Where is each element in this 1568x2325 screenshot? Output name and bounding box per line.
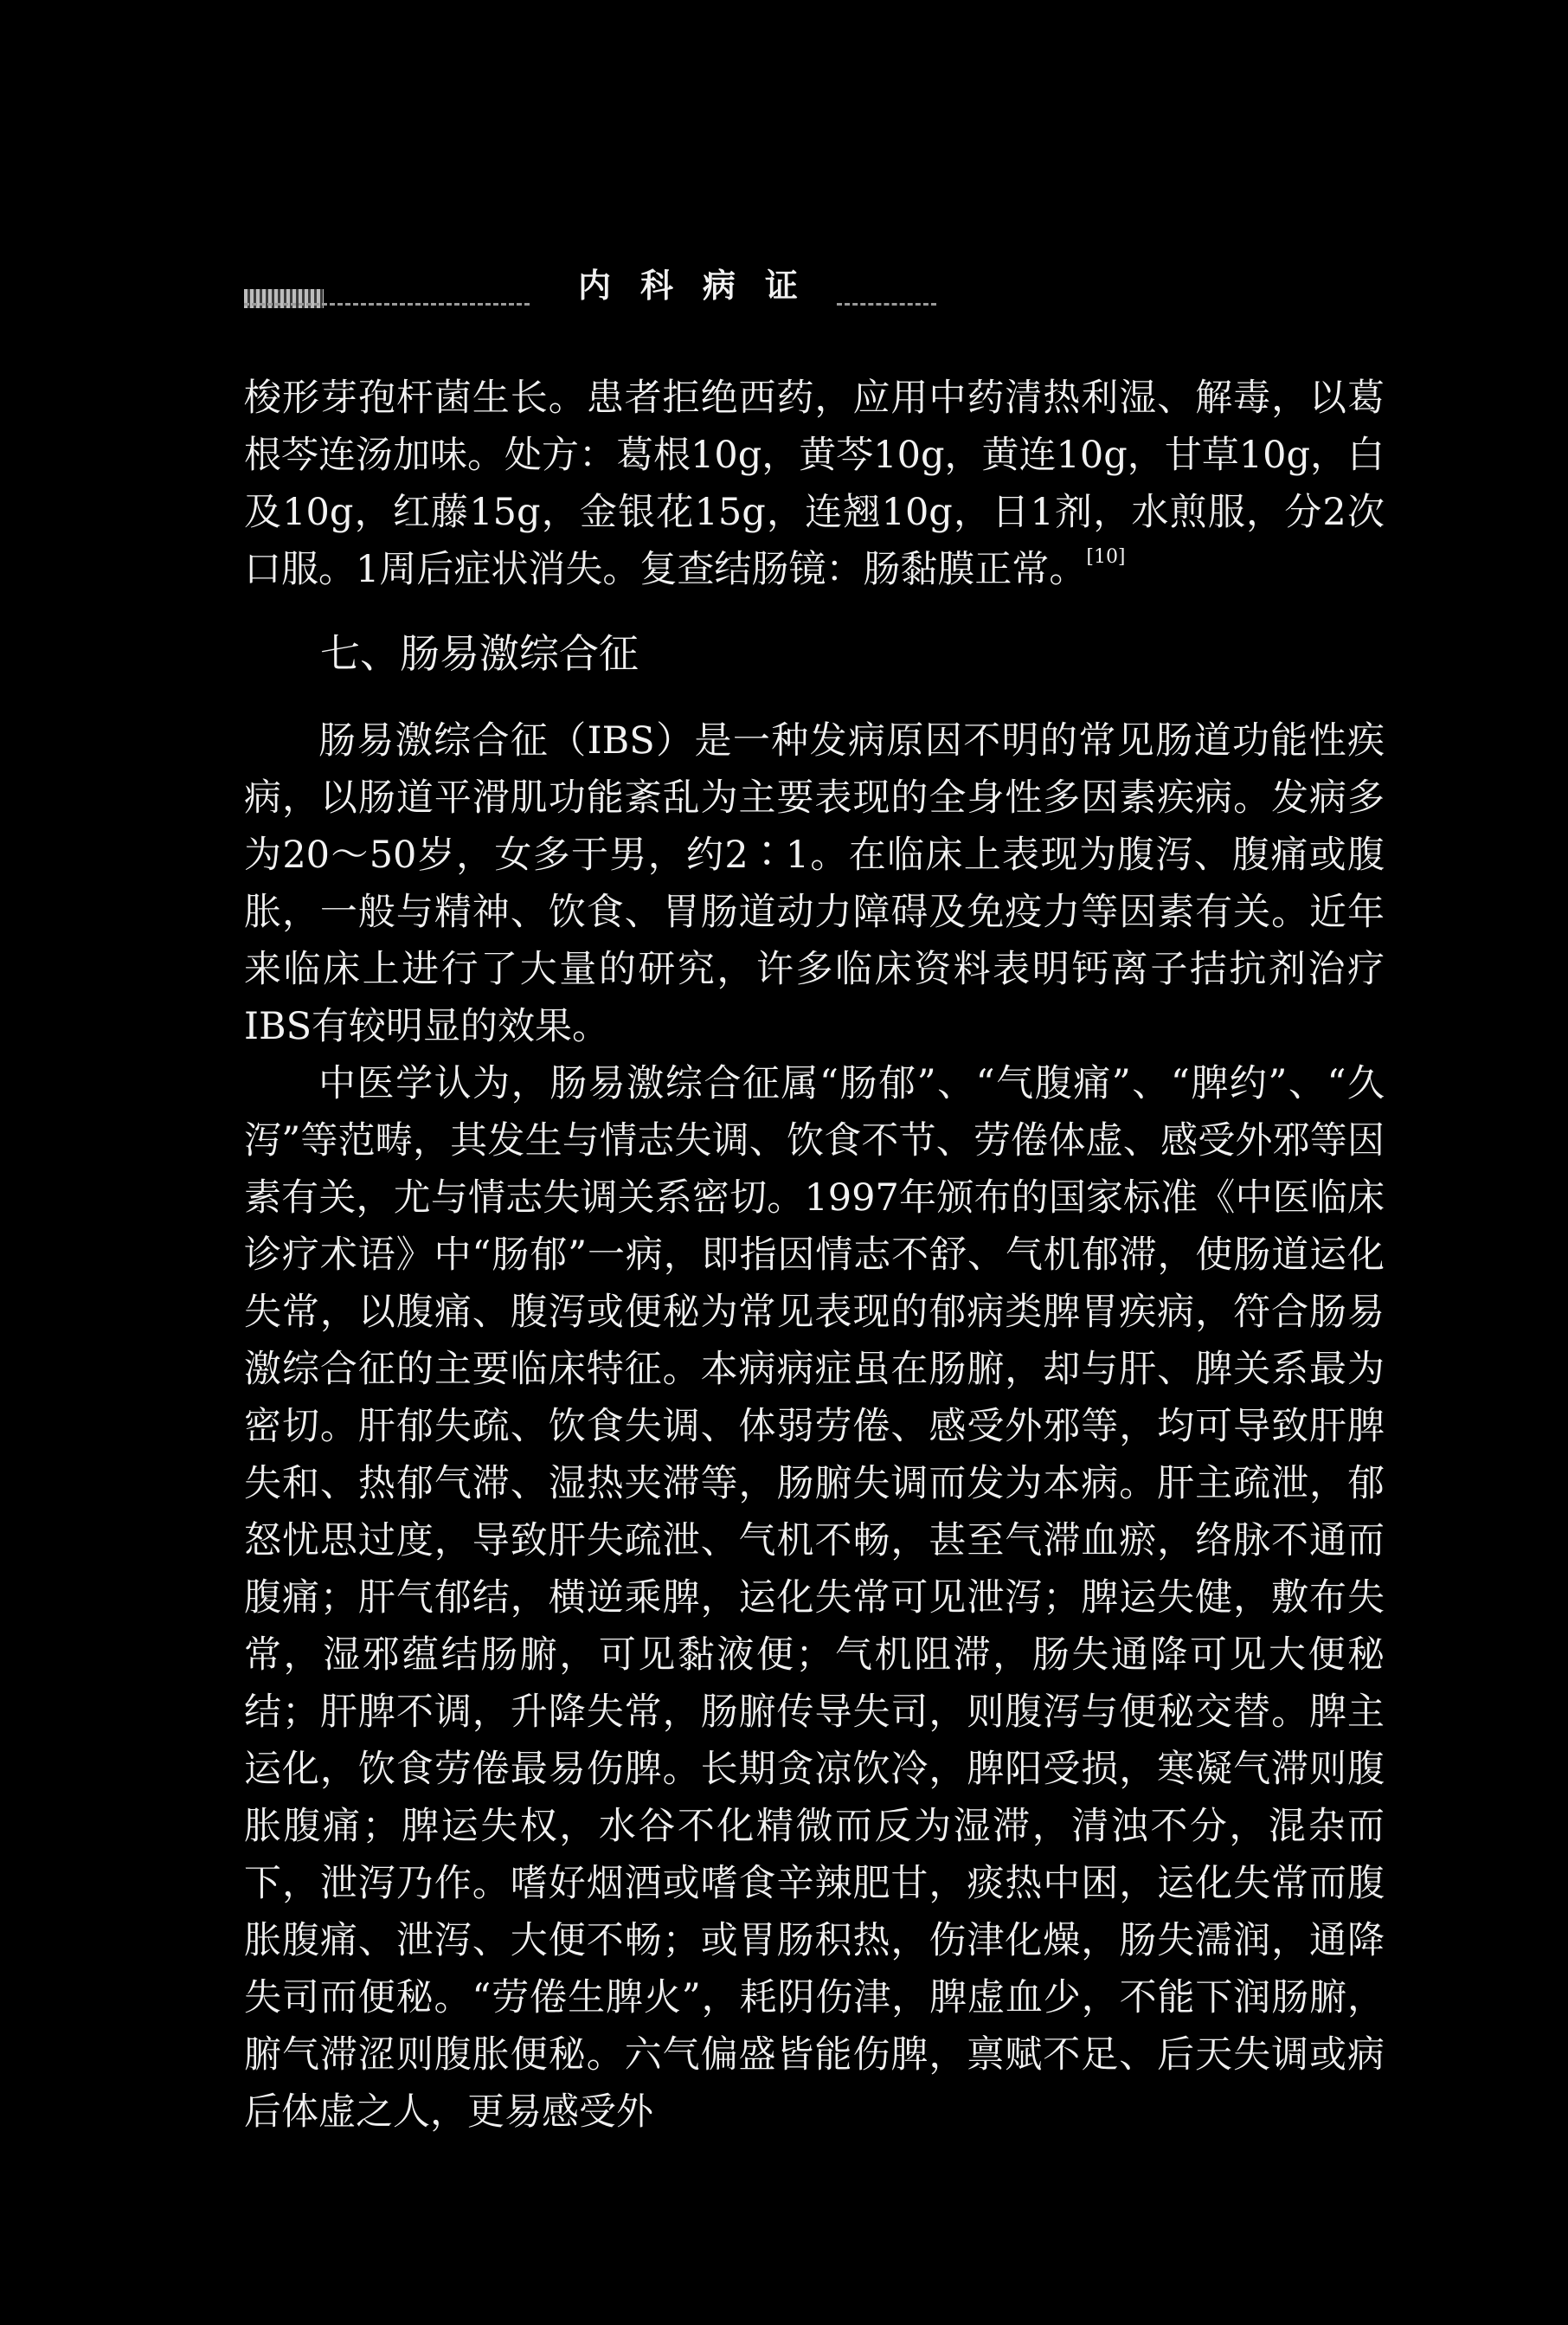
paragraph-tcm-view: 中医学认为，肠易激综合征属“肠郁”、“气腹痛”、“脾约”、“久泻”等范畴，其发生与情志失调、饮食不节、劳倦体虚、感受外邪等因素有关，尤与情志失调关系密切。1997年颁布的国家标准《中医临床诊疗术语》中“肠郁”一病，即指因情志不舒、气机郁滞，使肠道运化失常，以腹痛、腹泻或便秘为常见表现的郁病类脾胃疾病，符合肠易激综合征的主要临床特征。本病病症虽在肠腑，却与肝、脾关系最为密切。肝郁失疏、饮食失调、体弱劳倦、感受外邪等，均可导致肝脾失和、热郁气滞、湿热夹滞等，肠腑失调而发为本病。肝主疏泄，郁怒忧思过度，导致肝失疏泄、气机不畅，甚至气滞血瘀，络脉不通而腹痛；肝气郁结，横逆乘脾，运化失常可见泄泻；脾运失健，敷布失常，湿邪蕴结肠腑，可见黏液便；气机阻滞，肠失通降可见大便秘结；肝脾不调，升降失常，肠腑传导失司，则腹泻与便秘交替。脾主运化，饮食劳倦最易伤脾。长期贪凉饮冷，脾阳受损，寒凝气滞则腹胀腹痛；脾运失权，水谷不化精微而反为湿滞，清浊不分，混杂而下，泄泻乃作。嗜好烟酒或嗜食辛辣肥甘，痰热中困，运化失常而腹胀腹痛、泄泻、大便不畅；或胃肠积热，伤津化燥，肠失濡润，通降失司而便秘。“劳倦生脾火”，耗阴伤津，脾虚血少，不能下润肠腑，腑气滞涩则腹胀便秘。六气偏盛皆能伤脾，禀赋不足、后天失调或病后体虚之人，更易感受外 — [244, 1062, 1385, 2134]
paragraph-ibs-definition: 肠易激综合征（IBS）是一种发病原因不明的常见肠道功能性疾病，以肠道平滑肌功能紊乱为主要表现的全身性多因素疾病。发病多为20～50岁，女多于男，约2∶1。在临床上表现为腹泻、腹痛或腹胀，一般与精神、饮食、胃肠道动力障碍及免疫力等因素有关。近年来临床上进行了大量的研究，许多临床资料表明钙离子拮抗剂治疗IBS有较明显的效果。 — [244, 719, 1385, 1048]
continuation-block — [244, 370, 1385, 598]
section-heading: 七、肠易激综合征 — [320, 630, 639, 677]
citation-marker: [10] — [1086, 546, 1126, 568]
running-title: 内科病证 — [578, 266, 828, 305]
section-body — [244, 712, 1385, 2141]
header-rule-left — [244, 303, 530, 306]
continuation-paragraph — [244, 370, 1385, 598]
continuation-text: 梭形芽孢杆菌生长。患者拒绝西药，应用中药清热利湿、解毒，以葛根芩连汤加味。处方：葛根10g，黄芩10g，黄连10g，甘草10g，白及10g，红藤15g，金银花15g，连翘10g，日1剂，水煎服，分2次口服。1周后症状消失。复查结肠镜：肠黏膜正常。 — [244, 377, 1385, 591]
header-rule-right — [837, 303, 936, 306]
running-head — [244, 265, 936, 308]
